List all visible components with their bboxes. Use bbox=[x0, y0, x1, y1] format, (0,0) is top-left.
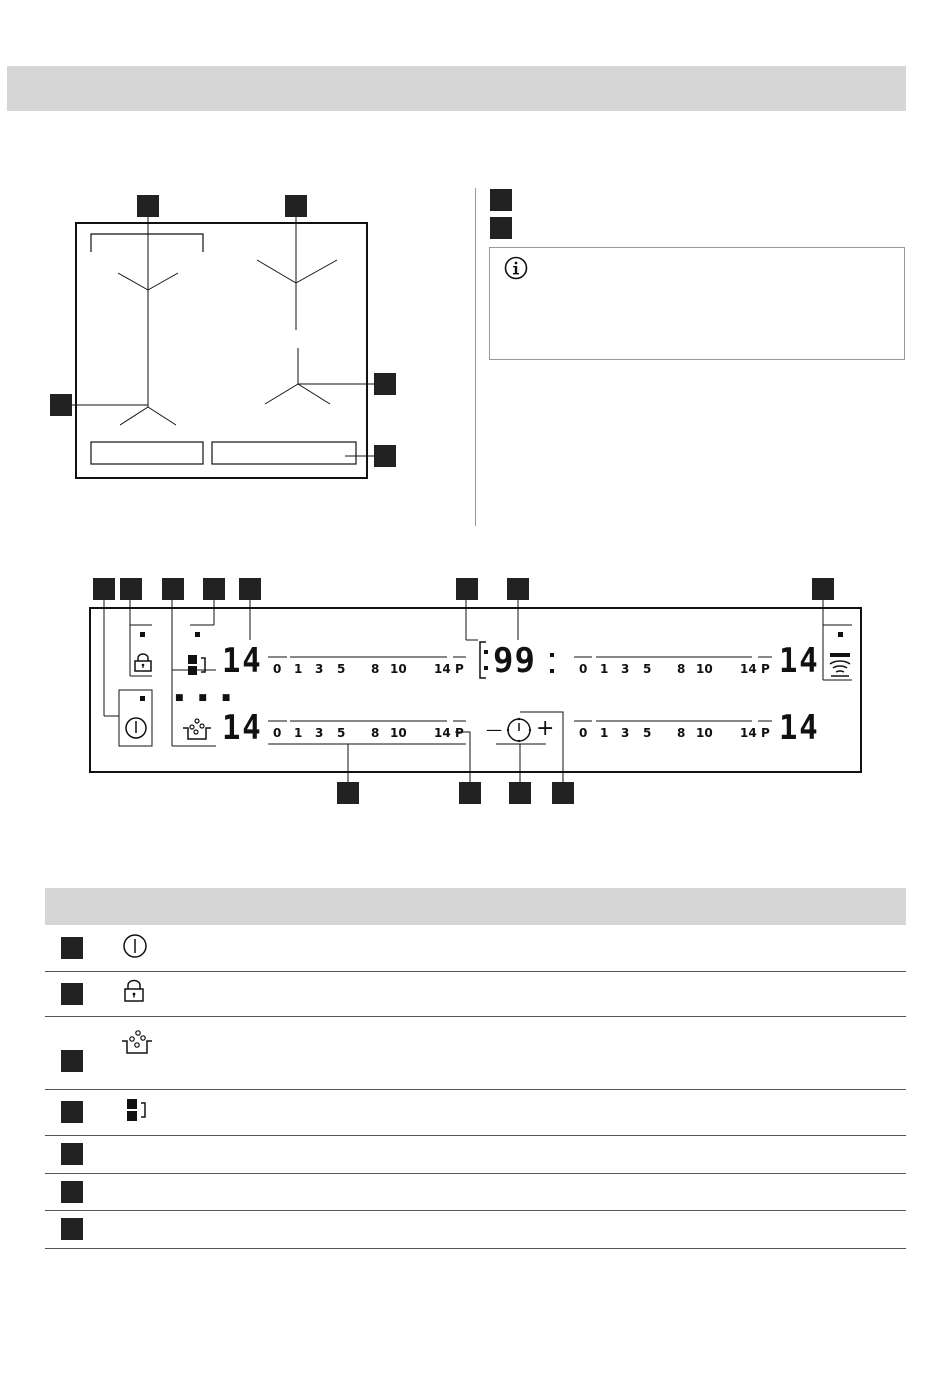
wifi-icon[interactable] bbox=[828, 652, 852, 678]
row-description bbox=[497, 1089, 906, 1135]
table-header-description bbox=[497, 888, 906, 925]
timer-colon-right bbox=[550, 653, 554, 677]
scale-tl-p[interactable]: P bbox=[455, 662, 464, 676]
panel-callout-top-2 bbox=[120, 578, 142, 600]
zone-display-rear-right: 14 bbox=[779, 708, 820, 748]
row-name bbox=[241, 1135, 497, 1173]
scale-bl-1[interactable]: 1 bbox=[294, 726, 303, 740]
zone-display-front-right: 14 bbox=[779, 641, 820, 681]
scale-tl-8[interactable]: 8 bbox=[371, 662, 380, 676]
indicator-power bbox=[140, 696, 145, 701]
row-number bbox=[61, 1218, 83, 1240]
row-name bbox=[241, 925, 497, 971]
panel-callout-bottom-2 bbox=[459, 782, 481, 804]
panel-callout-top-8 bbox=[812, 578, 834, 600]
lock-icon bbox=[121, 979, 161, 1005]
timer-colon-left bbox=[484, 650, 488, 674]
row-number bbox=[61, 937, 83, 959]
panel-callout-bottom-1 bbox=[337, 782, 359, 804]
indicator-lock bbox=[140, 632, 145, 637]
zone-display-rear-left: 14 bbox=[222, 708, 263, 748]
table-header-function bbox=[241, 888, 497, 925]
table-header-row bbox=[45, 888, 906, 925]
scale-br-14[interactable]: 14 bbox=[740, 726, 757, 740]
indicator-wifi bbox=[838, 632, 843, 637]
row-number bbox=[61, 1050, 83, 1072]
scale-tl-0[interactable]: 0 bbox=[273, 662, 282, 676]
scale-bl-5[interactable]: 5 bbox=[337, 726, 346, 740]
zone-display-front-left: 14 bbox=[222, 641, 263, 681]
row-symbol bbox=[113, 1135, 241, 1173]
booster-icon[interactable] bbox=[182, 718, 212, 742]
panel-callout-top-1 bbox=[93, 578, 115, 600]
scale-br-p[interactable]: P bbox=[761, 726, 770, 740]
scale-tl-1[interactable]: 1 bbox=[294, 662, 303, 676]
scale-tl-10[interactable]: 10 bbox=[390, 662, 407, 676]
table-row bbox=[45, 1210, 906, 1248]
scale-br-10[interactable]: 10 bbox=[696, 726, 713, 740]
table-row bbox=[45, 1089, 906, 1135]
scale-tr-8[interactable]: 8 bbox=[677, 662, 686, 676]
scale-bl-0[interactable]: 0 bbox=[273, 726, 282, 740]
scale-tl-14[interactable]: 14 bbox=[434, 662, 451, 676]
scale-bl-10[interactable]: 10 bbox=[390, 726, 407, 740]
scale-br-8[interactable]: 8 bbox=[677, 726, 686, 740]
power-icon bbox=[121, 933, 161, 959]
scale-bl-8[interactable]: 8 bbox=[371, 726, 380, 740]
table-row bbox=[45, 1016, 906, 1089]
row-description bbox=[497, 1210, 906, 1248]
table-row bbox=[45, 1135, 906, 1173]
panel-callout-top-4 bbox=[203, 578, 225, 600]
table-row bbox=[45, 925, 906, 971]
scale-tr-14[interactable]: 14 bbox=[740, 662, 757, 676]
bridge-icon[interactable] bbox=[186, 654, 212, 676]
timer-display: 99 bbox=[493, 641, 536, 681]
scale-tr-5[interactable]: 5 bbox=[643, 662, 652, 676]
scale-tr-1[interactable]: 1 bbox=[600, 662, 609, 676]
function-table bbox=[45, 888, 906, 1249]
panel-callout-top-5 bbox=[239, 578, 261, 600]
row-symbol bbox=[113, 1173, 241, 1210]
row-description bbox=[497, 971, 906, 1016]
timer-plus-button[interactable]: + bbox=[536, 716, 555, 741]
table-header-number bbox=[45, 888, 113, 925]
row-number bbox=[61, 983, 83, 1005]
panel-callout-top-6 bbox=[456, 578, 478, 600]
row-name bbox=[241, 971, 497, 1016]
panel-callout-bottom-4 bbox=[552, 782, 574, 804]
row-number bbox=[61, 1181, 83, 1203]
row-number bbox=[61, 1143, 83, 1165]
scale-bl-p[interactable]: P bbox=[455, 726, 464, 740]
scale-br-5[interactable]: 5 bbox=[643, 726, 652, 740]
table-header-symbol bbox=[113, 888, 241, 925]
booster-dots: ■ ■ ■ bbox=[175, 693, 237, 703]
panel-callout-top-7 bbox=[507, 578, 529, 600]
scale-tr-10[interactable]: 10 bbox=[696, 662, 713, 676]
row-description bbox=[497, 925, 906, 971]
scale-tr-p[interactable]: P bbox=[761, 662, 770, 676]
bridge-icon bbox=[121, 1097, 161, 1123]
row-number bbox=[61, 1101, 83, 1123]
lock-icon[interactable] bbox=[133, 653, 153, 673]
row-name bbox=[241, 1173, 497, 1210]
row-name bbox=[241, 1210, 497, 1248]
table-row bbox=[45, 1173, 906, 1210]
scale-br-1[interactable]: 1 bbox=[600, 726, 609, 740]
panel-callout-top-3 bbox=[162, 578, 184, 600]
row-description bbox=[497, 1173, 906, 1210]
timer-clock-icon[interactable] bbox=[505, 716, 533, 744]
booster-icon bbox=[121, 1029, 161, 1057]
table-row bbox=[45, 971, 906, 1016]
row-description bbox=[497, 1016, 906, 1089]
scale-tr-3[interactable]: 3 bbox=[621, 662, 630, 676]
scale-tr-0[interactable]: 0 bbox=[579, 662, 588, 676]
row-name bbox=[241, 1089, 497, 1135]
timer-minus-button[interactable]: — bbox=[486, 720, 502, 739]
scale-br-0[interactable]: 0 bbox=[579, 726, 588, 740]
power-icon[interactable] bbox=[124, 716, 148, 740]
panel-callout-bottom-3 bbox=[509, 782, 531, 804]
row-name bbox=[241, 1016, 497, 1089]
row-description bbox=[497, 1135, 906, 1173]
indicator-bridge bbox=[195, 632, 200, 637]
scale-bl-3[interactable]: 3 bbox=[315, 726, 324, 740]
scale-tl-3[interactable]: 3 bbox=[315, 662, 324, 676]
scale-tl-5[interactable]: 5 bbox=[337, 662, 346, 676]
scale-br-3[interactable]: 3 bbox=[621, 726, 630, 740]
row-symbol bbox=[113, 1210, 241, 1248]
scale-bl-14[interactable]: 14 bbox=[434, 726, 451, 740]
